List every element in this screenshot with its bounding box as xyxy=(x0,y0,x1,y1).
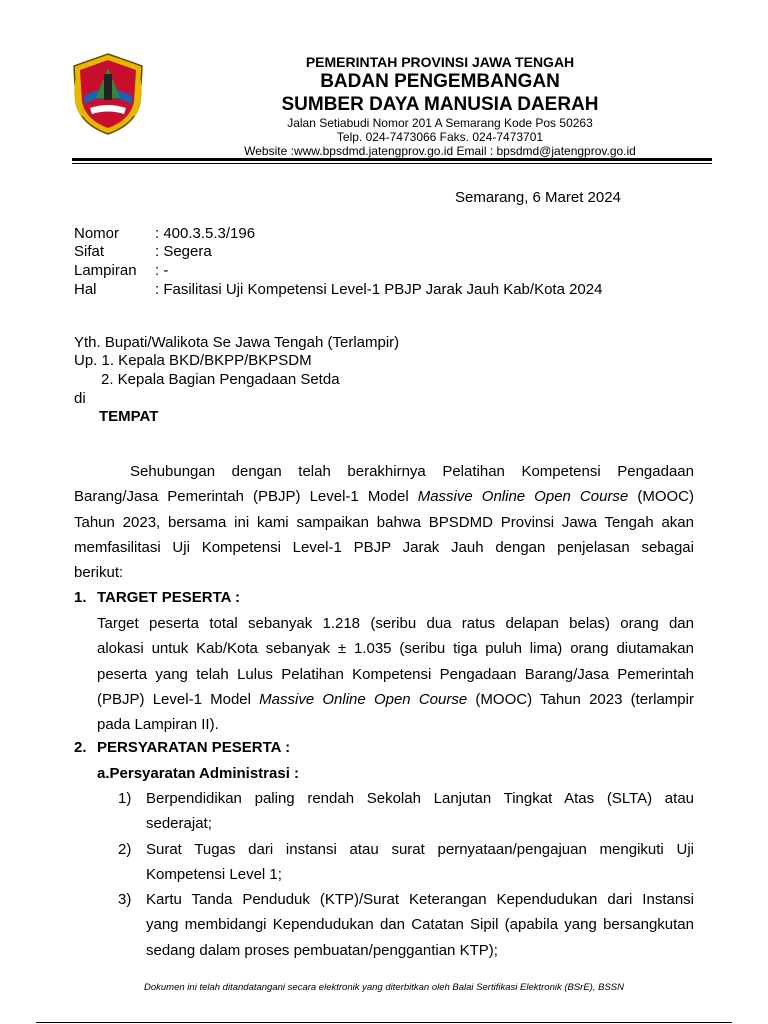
section-1-line-4c: (MOOC) Tahun 2023 (terlampir xyxy=(467,690,694,708)
agency-phone: Telp. 024-7473066 Faks. 024-7473701 xyxy=(336,130,544,144)
meta-label-sifat: Sifat xyxy=(74,243,105,260)
requirement-3-line-2: yang membidangi Kependudukan dan Catatan Sipil (apabila yang bersangkutan xyxy=(146,916,694,934)
section-1-number: 1. xyxy=(74,589,87,606)
intro-line-4: memfasilitasi Uji Kompetensi Level-1 PBJP Jarak Jauh dengan penjelasan sebagai xyxy=(74,538,694,556)
meta-label-hal: Hal xyxy=(74,281,97,298)
requirement-3-text xyxy=(146,887,694,963)
agency-name-line-2: SUMBER DAYA MANUSIA DAERAH xyxy=(281,94,599,115)
section-1-line-5: pada Lampiran II). xyxy=(97,716,219,734)
requirement-1-text xyxy=(146,786,694,837)
section-1-line-3: peserta yang telah Lulus Pelatihan Kompetensi Pengadaan Barang/Jasa Pemerintah xyxy=(97,665,694,683)
recipient-line-3: 2. Kepala Bagian Pengadaan Setda xyxy=(101,371,340,388)
intro-paragraph xyxy=(74,459,694,585)
section-2-title: PERSYARATAN PESERTA : xyxy=(97,739,291,756)
requirement-2-text xyxy=(146,837,694,888)
agency-address: Jalan Setiabudi Nomor 201 A Semarang Kode Pos 50263 xyxy=(287,116,593,130)
section-2a-title: a.Persyaratan Administrasi : xyxy=(97,765,300,782)
requirement-1-number: 1) xyxy=(118,790,132,807)
requirement-3-line-3: sedang dalam proses pembuatan/penggantian KTP); xyxy=(146,941,498,959)
meta-value-sifat: : Segera xyxy=(155,243,212,260)
intro-line-2a: Barang/Jasa Pemerintah (PBJP) Level-1 Model xyxy=(74,488,418,506)
requirement-2-line-2: Kompetensi Level 1; xyxy=(146,866,282,884)
intro-line-2c: (MOOC) xyxy=(628,488,694,506)
government-name: PEMERINTAH PROVINSI JAWA TENGAH xyxy=(305,54,575,70)
requirement-2-number: 2) xyxy=(118,841,132,858)
recipient-place: TEMPAT xyxy=(99,408,159,425)
section-1-line-1: Target peserta total sebanyak 1.218 (seribu dua ratus delapan belas) orang dan xyxy=(97,615,694,632)
section-1-title: TARGET PESERTA : xyxy=(97,589,241,606)
meta-value-nomor: : 400.3.5.3/196 xyxy=(155,225,256,242)
letterhead xyxy=(170,54,710,158)
meta-label-lampiran: Lampiran xyxy=(74,262,137,279)
meta-value-hal: : Fasilitasi Uji Kompetensi Level-1 PBJP Jarak Jauh Kab/Kota 2024 xyxy=(155,281,603,298)
letterhead-rule-thin xyxy=(72,163,712,164)
e-signature-footer: Dokumen ini telah ditandatangani secara elektronik yang diterbitkan oleh Balai Sertifikasi Elektronik (BSrE), BSSN xyxy=(144,982,624,993)
intro-line-1: Sehubungan dengan telah berakhirnya Pelatihan Kompetensi Pengadaan xyxy=(130,463,694,480)
agency-name-line-1: BADAN PENGEMBANGAN xyxy=(320,71,560,92)
section-1-line-2: alokasi untuk Kab/Kota sebanyak ± 1.035 (seribu tiga puluh lima) orang diutamakan xyxy=(97,640,694,658)
section-1-line-4a: (PBJP) Level-1 Model xyxy=(97,690,260,708)
intro-line-2 xyxy=(74,484,694,509)
recipient-line-4: di xyxy=(74,390,86,407)
intro-line-5: berikut: xyxy=(74,564,124,582)
requirement-3-line-1: Kartu Tanda Penduduk (KTP)/Surat Keterangan Kependudukan dari Instansi xyxy=(146,891,694,908)
section-1-line-4-italic: Massive Online Open Course xyxy=(259,690,468,708)
requirement-1-line-1: Berpendidikan paling rendah Sekolah Lanjutan Tingkat Atas (SLTA) atau xyxy=(146,790,694,807)
intro-line-3: Tahun 2023, bersama ini kami sampaikan bahwa BPSDMD Provinsi Jawa Tengah akan xyxy=(74,513,694,531)
section-1-body xyxy=(97,611,694,737)
letterhead-rule-thick xyxy=(72,158,712,161)
recipient-line-1: Yth. Bupati/Walikota Se Jawa Tengah (Terlampir) xyxy=(74,334,400,351)
section-1-line-4 xyxy=(97,687,694,712)
recipient-line-2: Up. 1. Kepala BKD/BKPP/BKPSDM xyxy=(74,352,312,369)
province-seal-logo xyxy=(70,52,146,136)
requirement-3-number: 3) xyxy=(118,891,132,908)
intro-line-2-italic: Massive Online Open Course xyxy=(417,488,629,506)
section-2-number: 2. xyxy=(74,739,87,756)
requirement-1-line-2: sederajat; xyxy=(146,815,212,833)
agency-web-email: Website :www.bpsdmd.jatengprov.go.id Email : bpsdmd@jatengprov.go.id xyxy=(244,144,636,158)
meta-label-nomor: Nomor xyxy=(74,225,120,242)
meta-value-lampiran: : - xyxy=(155,262,169,279)
letter-date: Semarang, 6 Maret 2024 xyxy=(455,189,621,206)
requirement-2-line-1: Surat Tugas dari instansi atau surat pernyataan/pengajuan mengikuti Uji xyxy=(146,841,694,858)
footer-rule xyxy=(36,1022,732,1023)
